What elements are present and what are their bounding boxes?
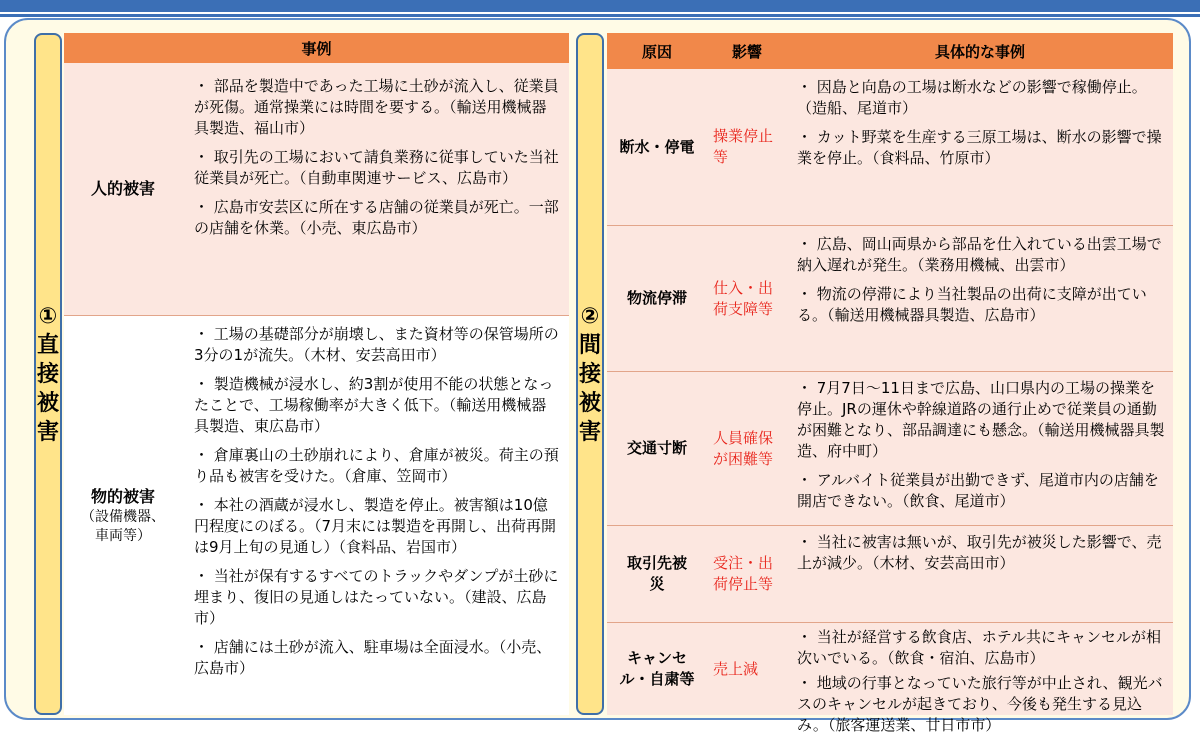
- category-sub: （設備機器、車両等）: [81, 508, 165, 544]
- indirect-header: [607, 33, 1173, 69]
- indirect-label-char: 被: [578, 390, 601, 416]
- row-items: [797, 234, 1167, 334]
- top-banner-bar: [0, 0, 1200, 12]
- row-items: [797, 378, 1167, 520]
- case-item: ・ 当社が経営する飲食店、ホテル共にキャンセルが相次いでいる。（飲食・宿泊、広島市）: [797, 628, 1162, 667]
- indirect-label-char: 接: [578, 361, 601, 387]
- case-item: ・ 物流の停滞により当社製品の出荷に支障が出ている。（輸送用機械器具製造、広島市）: [797, 285, 1147, 324]
- case-item: ・ 本社の酒蔵が浸水し、製造を停止。被害額は10億円程度にのぼる。（7月末には製造を再開し、出荷再開は9月上旬の見通し）（食料品、岩国市）: [194, 496, 557, 556]
- row-cause: 物流停滞: [626, 289, 687, 307]
- direct-header-text: 事例: [301, 39, 332, 58]
- direct-header: [64, 33, 569, 63]
- row-items: [797, 77, 1167, 177]
- case-item: ・ 倉庫裏山の土砂崩れにより、倉庫が被災。荷主の預り品も被害を受けた。（倉庫、笠岡市）: [194, 446, 559, 485]
- case-item: ・ 因島と向島の工場は断水などの影響で稼働停止。（造船、尾道市）: [797, 78, 1147, 117]
- physical-damage-category: [64, 316, 182, 715]
- header-effect: 影響: [731, 42, 762, 61]
- row-cause: 断水・停電: [619, 137, 695, 156]
- direct-label-char: ①: [38, 303, 58, 329]
- row-items: [797, 532, 1167, 582]
- row-cause: 交通寸断: [626, 439, 687, 457]
- row-cause: キャンセル・自粛等: [619, 649, 695, 688]
- human-damage-items: [194, 76, 560, 247]
- case-item: ・ 製造機械が浸水し、約3割が使用不能の状態となったことで、工場稼働率が大きく低下。（輸送用機械器具製造、東広島市）: [194, 375, 554, 435]
- physical-damage-items: [194, 324, 560, 687]
- case-item: ・ 取引先の工場において請負業務に従事していた当社従業員が死亡。（自動車関連サービス、広島市）: [194, 148, 559, 187]
- human-damage-category: [64, 63, 182, 315]
- case-item: ・ 広島市安芸区に所在する店舗の従業員が死亡。一部の店舗を休業。（小売、東広島市）: [194, 198, 559, 237]
- case-item: ・ 工場の基礎部分が崩壊し、また資材等の保管場所の3分の1が流失。（木材、安芸高田市）: [194, 325, 559, 364]
- row-items: [797, 627, 1167, 736]
- row-cause: 取引先被災: [626, 554, 687, 593]
- case-item: ・ 当社が保有するすべてのトラックやダンプが土砂に埋まり、復旧の見通しはたっていない。（建設、広島市）: [194, 567, 559, 627]
- row-effect: 売上減: [713, 659, 759, 678]
- case-item: ・ アルバイト従業員が出勤できず、尾道市内の店舗を開店できない。（飲食、尾道市）: [797, 471, 1159, 510]
- direct-label-char: 接: [36, 361, 59, 387]
- indirect-label-char: 害: [578, 419, 601, 445]
- case-item: ・ 地域の行事となっていた旅行等が中止され、観光バスのキャンセルが起きており、今後も発生する見込み。（旅客運送業、廿日市市）: [797, 674, 1163, 734]
- top-banner-line: [0, 14, 1200, 17]
- case-item: ・ 店舗には土砂が流入、駐車場は全面浸水。（小売、広島市）: [194, 638, 552, 677]
- case-item: ・ 部品を製造中であった工場に土砂が流入し、従業員が死傷。通常操業には時間を要する。（輸送用機械器具製造、福山市）: [194, 77, 559, 137]
- direct-label-char: 被: [36, 390, 59, 416]
- indirect-damage-label: [576, 33, 604, 715]
- case-item: ・ 広島、岡山両県から部品を仕入れている出雲工場で納入遅れが発生。（業務用機械、出雲市）: [797, 235, 1162, 274]
- case-item: ・ カット野菜を生産する三原工場は、断水の影響で操業を停止。（食料品、竹原市）: [797, 128, 1162, 167]
- case-item: ・ 7月7日～11日まで広島、山口県内の工場の操業を停止。JRの運休や幹線道路の通行止めで従業員の通勤が困難となり、部品調達にも懸念。（輸送用機械器具製造、府中町）: [797, 379, 1165, 460]
- row-effect: 操業停止等: [713, 127, 774, 166]
- indirect-label-char: ②: [580, 303, 600, 329]
- row-effect: 人員確保が困難等: [713, 428, 774, 468]
- header-cases: 具体的な事例: [934, 42, 1025, 61]
- direct-label-char: 直: [36, 332, 59, 358]
- direct-label-char: 害: [36, 419, 59, 445]
- direct-damage-table: [64, 33, 569, 715]
- row-effect: 受注・出荷停止等: [713, 554, 774, 593]
- direct-damage-label: [34, 33, 62, 715]
- row-effect: 仕入・出荷支障等: [713, 278, 774, 318]
- header-cause: 原因: [641, 42, 672, 61]
- category-name: 物的被害: [90, 486, 155, 506]
- indirect-damage-table: [607, 33, 1173, 734]
- category-name: 人的被害: [90, 179, 155, 198]
- indirect-label-char: 間: [578, 332, 601, 358]
- case-item: ・ 当社に被害は無いが、取引先が被災した影響で、売上が減少。（木材、安芸高田市）: [797, 533, 1162, 572]
